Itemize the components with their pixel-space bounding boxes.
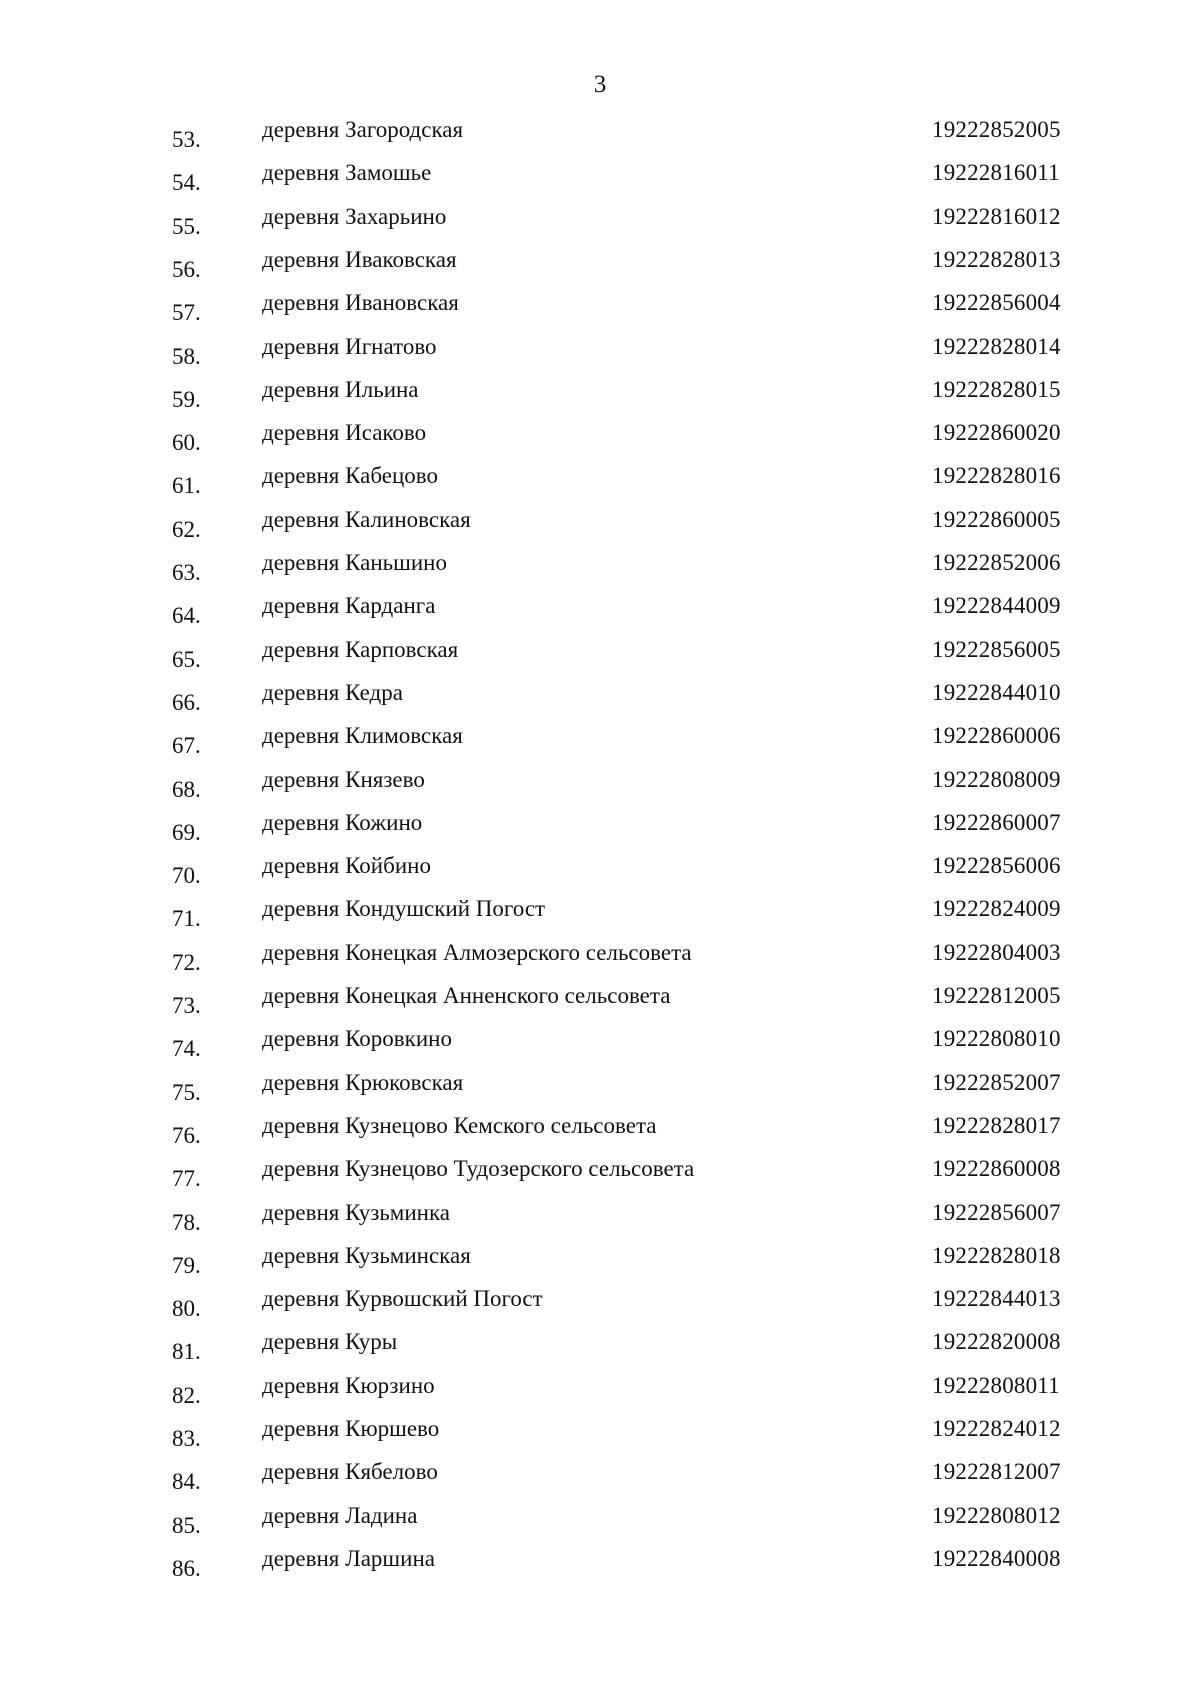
item-number: 69.: [172, 819, 201, 845]
item-number: 86.: [172, 1555, 201, 1581]
oktmo-code: 19222860020: [932, 420, 1061, 446]
settlement-name: деревня Иваковская: [262, 246, 457, 272]
oktmo-code: 19222856004: [932, 290, 1061, 316]
oktmo-code: 19222852007: [932, 1069, 1061, 1095]
item-number: 53.: [172, 127, 201, 152]
oktmo-code: 19222808009: [932, 766, 1061, 792]
settlement-name: деревня Карданга: [262, 593, 436, 619]
item-number: 72.: [172, 949, 201, 975]
oktmo-code: 19222828014: [932, 333, 1061, 359]
oktmo-code: 19222860007: [932, 809, 1061, 835]
item-number: 68.: [172, 776, 201, 802]
settlement-name: деревня Коровкино: [262, 1026, 452, 1052]
list-item: [0, 896, 1200, 938]
oktmo-code: 19222856007: [932, 1199, 1061, 1225]
oktmo-code: 19222828018: [932, 1242, 1061, 1268]
settlement-name: деревня Крюковская: [262, 1069, 464, 1095]
list-item: [0, 1200, 1200, 1242]
list-item: [0, 204, 1200, 246]
settlement-name: деревня Кюршево: [262, 1416, 440, 1441]
list-item: [0, 290, 1200, 332]
settlement-name: деревня Кабецово: [262, 463, 438, 489]
list-item: [0, 550, 1200, 592]
list-item: [0, 1546, 1200, 1588]
oktmo-code: 19222856005: [932, 636, 1061, 662]
item-number: 66.: [172, 689, 201, 715]
settlement-name: деревня Князево: [262, 766, 425, 792]
settlement-name: деревня Кузнецово Кемского сельсовета: [262, 1112, 657, 1138]
settlement-name: деревня Ивановская: [262, 290, 459, 316]
settlement-name: деревня Каньшино: [262, 550, 447, 575]
oktmo-code: 19222828017: [932, 1112, 1061, 1138]
oktmo-code: 19222852006: [932, 550, 1061, 575]
list-item: [0, 810, 1200, 852]
list-item: [0, 507, 1200, 549]
settlement-name: деревня Исаково: [262, 420, 427, 446]
list-item: [0, 1459, 1200, 1501]
list-item: [0, 1243, 1200, 1285]
settlement-name: деревня Калиновская: [262, 506, 471, 532]
list-item: [0, 767, 1200, 809]
list-item: [0, 983, 1200, 1025]
list-item: [0, 853, 1200, 895]
list-item: [0, 247, 1200, 289]
oktmo-code: 19222808012: [932, 1502, 1061, 1528]
page-number: 3: [593, 71, 607, 98]
oktmo-code: 19222812007: [932, 1459, 1061, 1485]
settlement-name: деревня Игнатово: [262, 333, 437, 359]
settlement-name: деревня Кузьминская: [262, 1242, 471, 1268]
list-item: [0, 160, 1200, 202]
list-item: [0, 420, 1200, 462]
list-item: [0, 680, 1200, 722]
oktmo-code: 19222852005: [932, 117, 1061, 142]
settlement-name: деревня Карповская: [262, 636, 459, 662]
settlement-name: деревня Ладина: [262, 1502, 418, 1528]
oktmo-code: 19222860008: [932, 1156, 1061, 1182]
item-number: 64.: [172, 603, 201, 629]
item-number: 59.: [172, 386, 201, 412]
list-item: [0, 1286, 1200, 1328]
settlement-name: деревня Кябелово: [262, 1459, 438, 1485]
item-number: 56.: [172, 256, 201, 282]
item-number: 75.: [172, 1079, 201, 1105]
item-number: 62.: [172, 516, 201, 542]
oktmo-code: 19222860006: [932, 723, 1061, 749]
settlement-name: деревня Замошье: [262, 160, 432, 186]
oktmo-code: 19222844013: [932, 1286, 1061, 1312]
item-number: 81.: [172, 1339, 201, 1365]
oktmo-code: 19222816011: [932, 160, 1060, 186]
list-item: [0, 1156, 1200, 1198]
item-number: 54.: [172, 170, 201, 196]
item-number: 74.: [172, 1036, 201, 1062]
item-number: 70.: [172, 863, 201, 889]
settlement-name: деревня Кедра: [262, 679, 403, 705]
item-number: 78.: [172, 1209, 201, 1235]
item-number: 57.: [172, 300, 201, 326]
list-item: [0, 1113, 1200, 1155]
item-number: 61.: [172, 473, 201, 499]
oktmo-code: 19222840008: [932, 1545, 1061, 1571]
settlement-name: деревня Климовская: [262, 723, 463, 749]
item-number: 71.: [172, 906, 201, 932]
item-number: 60.: [172, 430, 201, 456]
item-number: 77.: [172, 1166, 201, 1192]
list-item: [0, 117, 1200, 159]
item-number: 76.: [172, 1122, 201, 1148]
oktmo-code: 19222844010: [932, 679, 1061, 705]
item-number: 58.: [172, 343, 201, 369]
oktmo-code: 19222828015: [932, 376, 1061, 402]
settlement-name: деревня Куры: [262, 1329, 398, 1355]
list-item: [0, 940, 1200, 982]
settlement-name: деревня Кожино: [262, 809, 423, 835]
list-item: [0, 1329, 1200, 1371]
oktmo-code: 19222844009: [932, 593, 1061, 619]
item-number: 73.: [172, 993, 201, 1018]
oktmo-code: 19222820008: [932, 1329, 1061, 1355]
oktmo-code: 19222804003: [932, 939, 1061, 965]
item-number: 85.: [172, 1512, 201, 1538]
item-number: 79.: [172, 1252, 201, 1278]
list-item: [0, 723, 1200, 765]
item-number: 63.: [172, 560, 201, 585]
list-item: [0, 377, 1200, 419]
item-number: 80.: [172, 1296, 201, 1322]
oktmo-code: 19222860005: [932, 506, 1061, 532]
settlement-name: деревня Конецкая Анненского сельсовета: [262, 983, 671, 1008]
item-number: 83.: [172, 1426, 201, 1451]
list-item: [0, 1026, 1200, 1068]
settlement-name: деревня Ларшина: [262, 1545, 435, 1571]
settlement-name: деревня Ильина: [262, 376, 419, 402]
settlement-name: деревня Кузьминка: [262, 1199, 451, 1225]
item-number: 82.: [172, 1382, 201, 1408]
oktmo-code: 19222828013: [932, 246, 1061, 272]
oktmo-code: 19222808010: [932, 1026, 1061, 1052]
settlement-name: деревня Конецкая Алмозерского сельсовета: [262, 939, 692, 965]
list-item: [0, 463, 1200, 505]
list-item: [0, 334, 1200, 376]
settlement-name: деревня Кюрзино: [262, 1372, 435, 1398]
list-item: [0, 1070, 1200, 1112]
item-number: 55.: [172, 213, 201, 239]
list-item: [0, 1373, 1200, 1415]
oktmo-code: 19222824012: [932, 1416, 1061, 1441]
list-item: [0, 1416, 1200, 1458]
settlement-name: деревня Кузнецово Тудозерского сельсовета: [262, 1156, 695, 1182]
list-item: [0, 637, 1200, 679]
oktmo-code: 19222808011: [932, 1372, 1060, 1398]
settlement-name: деревня Койбино: [262, 853, 431, 879]
item-number: 65.: [172, 646, 201, 672]
item-number: 67.: [172, 733, 201, 759]
oktmo-code: 19222816012: [932, 203, 1061, 229]
settlement-name: деревня Курвошский Погост: [262, 1286, 543, 1312]
list-item: [0, 1503, 1200, 1545]
list-item: [0, 593, 1200, 635]
oktmo-code: 19222812005: [932, 983, 1061, 1008]
settlement-name: деревня Захарьино: [262, 203, 447, 229]
oktmo-code: 19222828016: [932, 463, 1061, 489]
settlement-name: деревня Кондушский Погост: [262, 896, 546, 922]
oktmo-code: 19222824009: [932, 896, 1061, 922]
settlement-name: деревня Загородская: [262, 117, 464, 142]
oktmo-code: 19222856006: [932, 853, 1061, 879]
item-number: 84.: [172, 1469, 201, 1495]
